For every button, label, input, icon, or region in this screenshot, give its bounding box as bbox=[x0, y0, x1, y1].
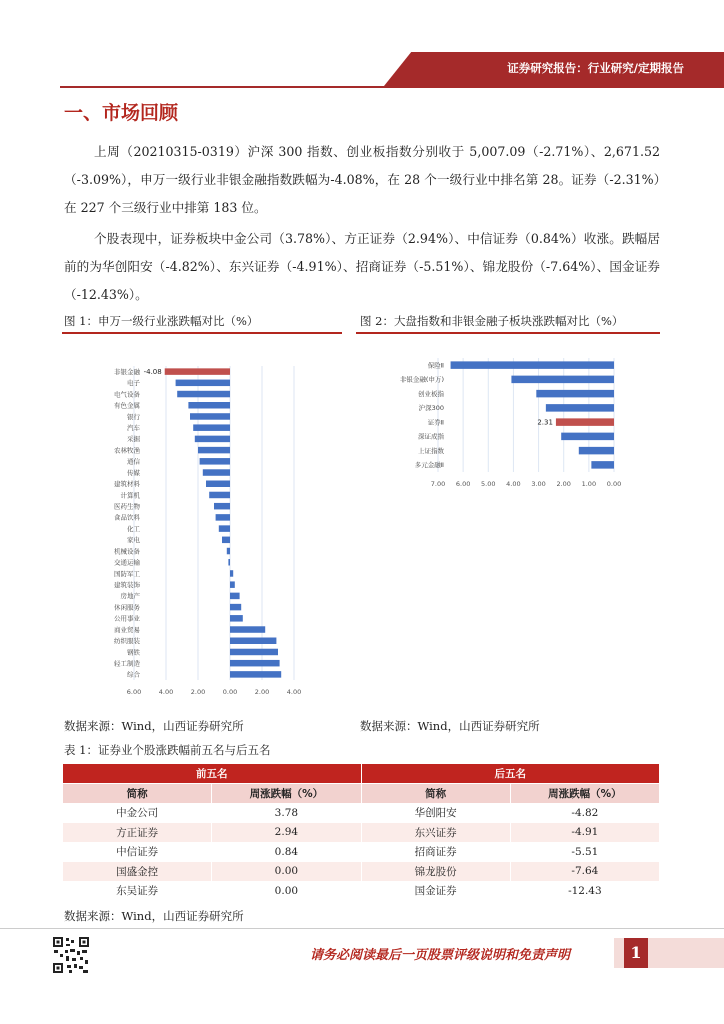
category-label: 交通运输 bbox=[114, 558, 140, 567]
bar bbox=[230, 615, 243, 622]
data-label: 2.31 bbox=[537, 418, 553, 427]
category-label: 创业板指 bbox=[418, 389, 444, 398]
category-label: 公用事业 bbox=[114, 614, 140, 623]
category-label: 房地产 bbox=[120, 592, 140, 601]
bar bbox=[227, 548, 230, 555]
x-tick-label: 4.00 bbox=[506, 480, 521, 488]
top-stock-change: 2.94 bbox=[212, 823, 361, 843]
page-number: 1 bbox=[624, 938, 648, 968]
bottom-stock-name: 东兴证券 bbox=[361, 823, 510, 843]
category-label: 化工 bbox=[127, 524, 140, 533]
top-stock-change: 0.84 bbox=[212, 842, 361, 862]
bottom-stock-change: -4.82 bbox=[510, 803, 659, 823]
category-label: 纺织服装 bbox=[114, 637, 140, 646]
page-header bbox=[0, 0, 724, 90]
figure-1-caption: 图 1：申万一级行业涨跌幅对比（%） bbox=[64, 314, 259, 328]
category-label: 上证指数 bbox=[418, 446, 444, 455]
bar bbox=[206, 481, 230, 488]
x-tick-label: 2.00 bbox=[556, 480, 571, 488]
paragraph-stock-performance: 个股表现中，证券板块中金公司（3.78%）、方正证券（2.94%）、中信证券（0.84%）收涨。跌幅居前的为华创阳安（-4.82%）、东兴证券（-4.91%）、招商证券（-5.51%）、锦龙股份（-7.64%）、国金证券（-12.43%）。 bbox=[64, 231, 660, 302]
bar bbox=[230, 626, 265, 633]
x-tick-label: 6.00 bbox=[126, 688, 142, 694]
group-header-bottom: 后五名 bbox=[361, 764, 660, 784]
x-tick-label: 6.00 bbox=[455, 480, 471, 488]
category-label: 电气设备 bbox=[114, 390, 140, 399]
bottom-stock-name: 招商证券 bbox=[361, 842, 510, 862]
bar bbox=[188, 402, 230, 409]
x-tick-label: 5.00 bbox=[481, 480, 496, 488]
figure-2-caption: 图 2：大盘指数和非银金融子板块涨跌幅对比（%） bbox=[360, 314, 624, 328]
category-label: 证券Ⅱ bbox=[427, 418, 444, 427]
bar bbox=[230, 570, 233, 577]
bar bbox=[177, 391, 230, 398]
chart-industry-returns bbox=[62, 334, 342, 694]
bar bbox=[556, 418, 614, 426]
category-label: 医药生物 bbox=[114, 502, 140, 511]
top-stock-change: 0.00 bbox=[212, 881, 361, 901]
bar bbox=[203, 469, 230, 476]
bar bbox=[176, 380, 230, 387]
bar bbox=[209, 492, 230, 499]
bar bbox=[536, 390, 614, 398]
x-tick-label: 4.00 bbox=[158, 688, 174, 694]
data-label: -4.08 bbox=[143, 367, 162, 376]
category-label: 银行 bbox=[127, 412, 140, 421]
x-tick-label: 2.00 bbox=[254, 688, 270, 694]
qr-code-icon bbox=[52, 936, 90, 974]
bar bbox=[198, 447, 230, 454]
bar bbox=[219, 525, 230, 532]
top-stock-name: 中金公司 bbox=[63, 803, 212, 823]
category-label: 计算机 bbox=[120, 491, 140, 500]
category-label: 保险Ⅱ bbox=[427, 361, 444, 370]
bottom-stock-change: -12.43 bbox=[510, 881, 659, 901]
category-label: 机械设备 bbox=[114, 547, 140, 556]
category-label: 建筑装饰 bbox=[114, 580, 140, 589]
figure-2-source: 数据来源：Wind，山西证券研究所 bbox=[360, 719, 540, 733]
group-header-top: 前五名 bbox=[63, 764, 362, 784]
category-label: 电子 bbox=[127, 379, 140, 388]
category-label: 综合 bbox=[127, 670, 140, 679]
table-row bbox=[63, 803, 660, 823]
chart-index-returns bbox=[356, 334, 660, 694]
bar bbox=[193, 424, 230, 431]
table-caption: 表 1：证券业个股涨跌幅前五名与后五名 bbox=[64, 743, 271, 757]
category-label: 传媒 bbox=[127, 468, 140, 477]
section-title: 一、市场回顾 bbox=[64, 102, 179, 124]
category-label: 家电 bbox=[127, 536, 140, 545]
bar bbox=[451, 361, 614, 369]
bar bbox=[230, 649, 278, 656]
x-tick-label: 0.00 bbox=[222, 688, 238, 694]
category-label: 商业贸易 bbox=[114, 625, 140, 634]
table-row bbox=[63, 823, 660, 843]
category-label: 钢铁 bbox=[127, 648, 140, 657]
category-label: 建筑材料 bbox=[114, 480, 140, 489]
category-label: 农林牧渔 bbox=[114, 446, 140, 455]
x-tick-label: 2.00 bbox=[190, 688, 206, 694]
bar bbox=[190, 413, 230, 420]
x-tick-label: 1.00 bbox=[581, 480, 597, 488]
bar bbox=[214, 503, 230, 510]
bar bbox=[591, 461, 614, 469]
col-header-change: 周涨跌幅（%） bbox=[510, 784, 659, 804]
bar bbox=[230, 593, 240, 600]
x-tick-label: 0.00 bbox=[606, 480, 622, 488]
stock-ranking-table bbox=[62, 764, 660, 901]
col-header-change: 周涨跌幅（%） bbox=[212, 784, 361, 804]
x-tick-label: 3.00 bbox=[531, 480, 546, 488]
category-label: 沪深300 bbox=[418, 404, 444, 413]
header-title: 证券研究报告：行业研究/定期报告 bbox=[507, 61, 684, 75]
x-tick-label: 4.00 bbox=[286, 688, 302, 694]
bar bbox=[200, 458, 230, 465]
bar bbox=[230, 660, 280, 667]
bottom-stock-change: -4.91 bbox=[510, 823, 659, 843]
category-label: 休闲服务 bbox=[114, 603, 140, 612]
top-stock-name: 方正证券 bbox=[63, 823, 212, 843]
col-header-name: 简称 bbox=[361, 784, 510, 804]
category-label: 轻工制造 bbox=[114, 659, 140, 668]
bar bbox=[579, 447, 614, 455]
category-label: 汽车 bbox=[127, 423, 140, 432]
x-tick-label: 7.00 bbox=[430, 480, 446, 488]
bar bbox=[561, 433, 614, 441]
col-header-name: 简称 bbox=[63, 784, 212, 804]
top-stock-change: 0.00 bbox=[212, 862, 361, 882]
category-label: 有色金属 bbox=[114, 401, 140, 410]
paragraph-market-review: 上周（20210315-0319）沪深 300 指数、创业板指数分别收于 5,007.09（-2.71%）、2,671.52（-3.09%），申万一级行业非银金融指数跌幅为-4.08%，在 28 个一级行业中排名第 28。证券（-2.31%）在 227 个三级行业中排第 183 位。 bbox=[64, 144, 660, 215]
bottom-stock-change: -5.51 bbox=[510, 842, 659, 862]
bar bbox=[228, 559, 230, 566]
top-stock-name: 国盛金控 bbox=[63, 862, 212, 882]
table-source: 数据来源：Wind，山西证券研究所 bbox=[64, 909, 244, 923]
category-label: 国防军工 bbox=[114, 569, 140, 578]
bar bbox=[230, 604, 241, 611]
bar bbox=[230, 638, 276, 645]
table-row bbox=[63, 881, 660, 901]
top-stock-name: 东吴证券 bbox=[63, 881, 212, 901]
footer-rule bbox=[0, 928, 724, 929]
category-label: 食品饮料 bbox=[114, 513, 140, 522]
category-label: 通信 bbox=[127, 457, 140, 466]
top-stock-name: 中信证券 bbox=[63, 842, 212, 862]
bottom-stock-change: -7.64 bbox=[510, 862, 659, 882]
disclaimer-notice: 请务必阅读最后一页股票评级说明和免责声明 bbox=[310, 948, 571, 963]
bar bbox=[222, 537, 230, 544]
category-label: 多元金融Ⅱ bbox=[414, 461, 444, 470]
category-label: 深证成指 bbox=[418, 432, 444, 441]
bar bbox=[230, 581, 235, 588]
bar bbox=[165, 368, 230, 375]
category-label: 非银金融 bbox=[114, 367, 140, 376]
bar bbox=[230, 671, 281, 678]
bar bbox=[195, 436, 230, 443]
table-row bbox=[63, 862, 660, 882]
bottom-stock-name: 国金证券 bbox=[361, 881, 510, 901]
bottom-stock-name: 华创阳安 bbox=[361, 803, 510, 823]
category-label: 采掘 bbox=[127, 435, 140, 444]
bar bbox=[546, 404, 614, 412]
table-row bbox=[63, 842, 660, 862]
category-label: 非银金融(申万) bbox=[399, 375, 444, 384]
figure-1-source: 数据来源：Wind，山西证券研究所 bbox=[64, 719, 244, 733]
header-rule bbox=[60, 86, 724, 88]
top-stock-change: 3.78 bbox=[212, 803, 361, 823]
bottom-stock-name: 锦龙股份 bbox=[361, 862, 510, 882]
bar bbox=[511, 376, 614, 384]
bar bbox=[216, 514, 230, 521]
